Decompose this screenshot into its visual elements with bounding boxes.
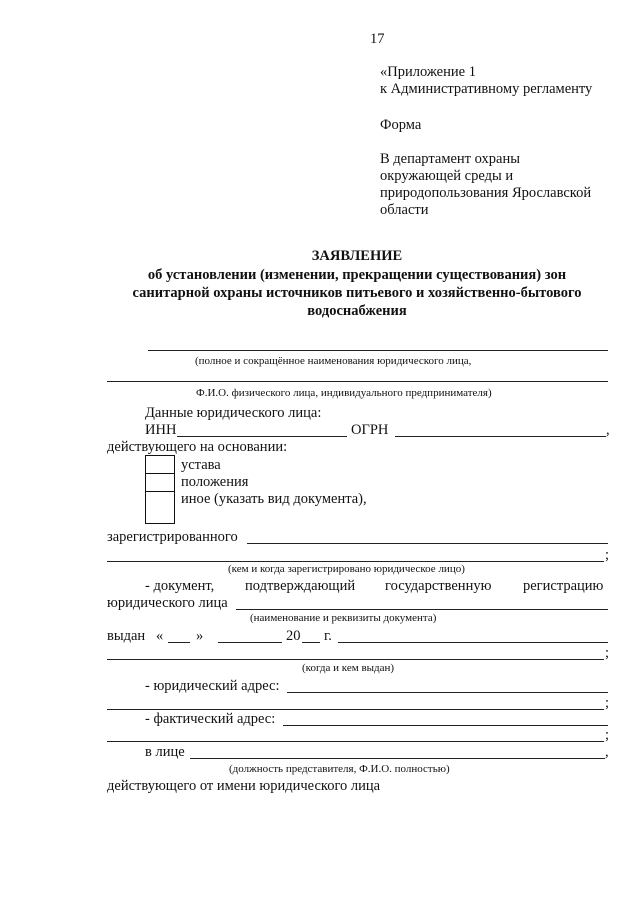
hint-fullname: (полное и сокращённое наименования юридического лица, bbox=[195, 355, 472, 367]
issued-month-field[interactable] bbox=[218, 642, 282, 643]
legal-data-label: Данные юридического лица: bbox=[145, 405, 322, 421]
doc-word-1: - документ, bbox=[145, 578, 215, 594]
registered-semicolon: ; bbox=[605, 547, 610, 563]
issued-quote-close: » bbox=[196, 628, 204, 644]
title-line-4: водоснабжения bbox=[307, 303, 407, 319]
issued-year-suffix: г. bbox=[324, 628, 332, 644]
hint-issued: (когда и кем выдан) bbox=[302, 662, 395, 674]
recipient-line-1: В департамент охраны bbox=[380, 151, 520, 167]
ogrn-field[interactable] bbox=[395, 436, 606, 437]
legal-address-field-2[interactable] bbox=[107, 709, 604, 710]
hint-doc: (наименование и реквизиты документа) bbox=[250, 612, 437, 624]
person-label: в лице bbox=[145, 744, 185, 760]
person-comma: , bbox=[605, 744, 609, 760]
recipient-line-2: окружающей среды и bbox=[380, 168, 514, 184]
legal-address-field[interactable] bbox=[287, 692, 608, 693]
hint-registered: (кем и когда зарегистрировано юридическое лицо) bbox=[228, 563, 465, 575]
doc-word-4: регистрацию bbox=[523, 578, 604, 594]
issued-label: выдан bbox=[107, 628, 146, 644]
option-regulation-label: положения bbox=[181, 474, 249, 490]
issued-by-field[interactable] bbox=[338, 642, 608, 643]
hint-fio: Ф.И.О. физического лица, индивидуального предпринимателя) bbox=[196, 387, 492, 399]
issued-semicolon: ; bbox=[605, 645, 610, 661]
acting-basis-label: действующего на основании: bbox=[107, 439, 288, 455]
inn-label: ИНН bbox=[145, 422, 177, 438]
ogrn-comma: , bbox=[606, 422, 610, 438]
recipient-line-3: природопользования Ярославской bbox=[380, 185, 592, 201]
person-field[interactable] bbox=[190, 758, 605, 759]
inn-field[interactable] bbox=[177, 436, 347, 437]
doc-word-3: государственную bbox=[385, 578, 492, 594]
appendix-line-1: «Приложение 1 bbox=[380, 64, 476, 80]
appendix-line-2: к Административному регламенту bbox=[380, 81, 593, 97]
form-label: Форма bbox=[380, 117, 422, 133]
acting-on-behalf: действующего от имени юридического лица bbox=[107, 778, 381, 794]
page-number: 17 bbox=[370, 31, 385, 47]
registered-label: зарегистрированного bbox=[107, 529, 238, 545]
fullname-field[interactable] bbox=[148, 350, 608, 351]
legal-address-semicolon: ; bbox=[605, 695, 610, 711]
actual-address-field[interactable] bbox=[283, 725, 608, 726]
registered-field-2[interactable] bbox=[107, 561, 604, 562]
registered-field[interactable] bbox=[247, 543, 608, 544]
doc-line2-label: юридического лица bbox=[107, 595, 228, 611]
title-line-2: об установлении (изменении, прекращении существования) зон bbox=[147, 267, 567, 283]
recipient-line-4: области bbox=[380, 202, 429, 218]
checkbox-other[interactable] bbox=[145, 491, 175, 524]
document-title: ЗАЯВЛЕНИЕ bbox=[311, 248, 403, 264]
actual-address-field-2[interactable] bbox=[107, 741, 604, 742]
option-charter-label: устава bbox=[181, 457, 221, 473]
actual-address-semicolon: ; bbox=[605, 727, 610, 743]
issued-quote-open: « bbox=[156, 628, 164, 644]
actual-address-label: - фактический адрес: bbox=[145, 711, 276, 727]
option-other-label: иное (указать вид документа), bbox=[181, 491, 367, 507]
hint-person: (должность представителя, Ф.И.О. полностью) bbox=[229, 763, 450, 775]
issued-by-field-2[interactable] bbox=[107, 659, 604, 660]
fio-field[interactable] bbox=[107, 381, 608, 382]
ogrn-label: ОГРН bbox=[351, 422, 389, 438]
checkbox-regulation[interactable] bbox=[145, 473, 175, 492]
doc-word-2: подтверждающий bbox=[245, 578, 356, 594]
doc-field[interactable] bbox=[236, 609, 608, 610]
checkbox-charter[interactable] bbox=[145, 455, 175, 474]
issued-day-field[interactable] bbox=[168, 642, 190, 643]
title-line-3: санитарной охраны источников питьевого и хозяйственно-бытового bbox=[132, 285, 582, 301]
issued-year-prefix: 20 bbox=[286, 628, 301, 644]
issued-year-field[interactable] bbox=[302, 642, 320, 643]
legal-address-label: - юридический адрес: bbox=[145, 678, 280, 694]
